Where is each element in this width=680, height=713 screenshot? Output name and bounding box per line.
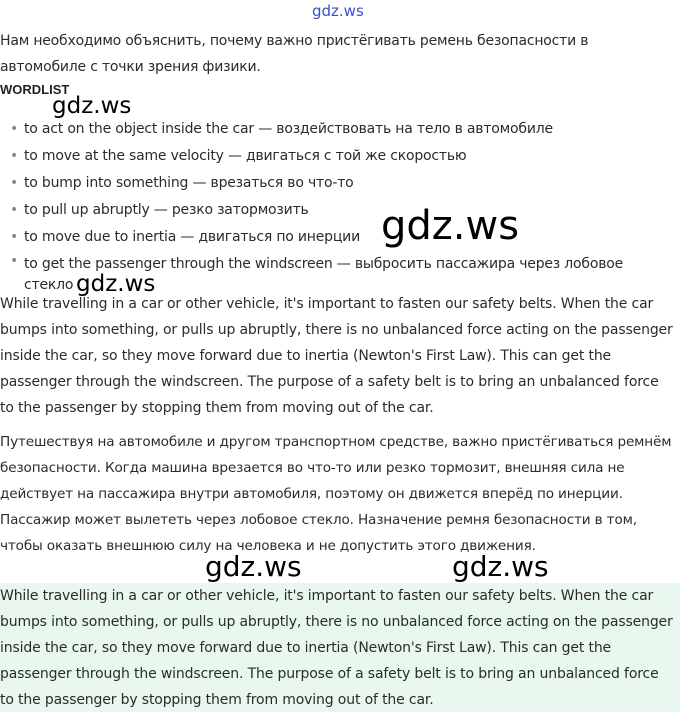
task-intro: Нам необходимо объяснить, почему важно пристёгивать ремень безопасности в автомобиле с точки зрения физики. [0, 33, 589, 75]
wordlist-title: WORDLIST [0, 82, 70, 97]
wordlist-item: • to bump into something — врезаться во что-то [10, 170, 676, 197]
watermark: gdz.ws [52, 93, 132, 119]
wordlist-item: • to move due to inertia — двигаться по инерции [10, 224, 676, 251]
watermark: gdz.ws [76, 271, 156, 297]
paragraph-russian: Путешествуя на автомобиле и другом транспортном средстве, важно пристёгиваться ремнём безопасности. Когда машина врезается во что-то или резко тормозит, внешняя сила не действует на пассажира внутри автомобиля, поэтому он движется вперёд по инерции. Пассажир может вылететь через лобовое стекло. Назначение ремня безопасности в том, чтобы оказать внешнюю силу на человека и не допустить этого движения. [0, 434, 672, 554]
wordlist-item: • to act on the object inside the car — воздействовать на тело в автомобиле [10, 116, 676, 143]
watermark: gdz.ws [205, 550, 302, 583]
watermark: gdz.ws [452, 550, 549, 583]
wordlist-item: • to move at the same velocity — двигаться с той же скоростью [10, 143, 676, 170]
answer-paragraph: While travelling in a car or other vehicle, it's important to fasten our safety belts. When the car bumps into something, or pulls up abruptly, there is no unbalanced force acting on the passenger inside the car, so they move forward due to inertia (Newton's First Law). This can get the passenger through the windscreen. The purpose of a safety belt is to bring an unbalanced force to the passenger by stopping them from moving out of the car. [0, 588, 673, 708]
wordlist-item: • to get the passenger through the windscreen — выбросить пассажира через лобовое стекло [10, 251, 676, 296]
watermark: gdz.ws [381, 203, 520, 249]
paragraph-english: While travelling in a car or other vehicle, it's important to fasten our safety belts. When the car bumps into something, or pulls up abruptly, there is no unbalanced force acting on the passenger inside the car, so they move forward due to inertia (Newton's First Law). This can get the passenger through the windscreen. The purpose of a safety belt is to bring an unbalanced force to the passenger by stopping them from moving out of the car. [0, 296, 673, 416]
site-watermark-top[interactable]: gdz.ws [312, 2, 364, 20]
wordlist [10, 116, 676, 296]
wordlist-item: • to pull up abruptly — резко затормозить [10, 197, 676, 224]
